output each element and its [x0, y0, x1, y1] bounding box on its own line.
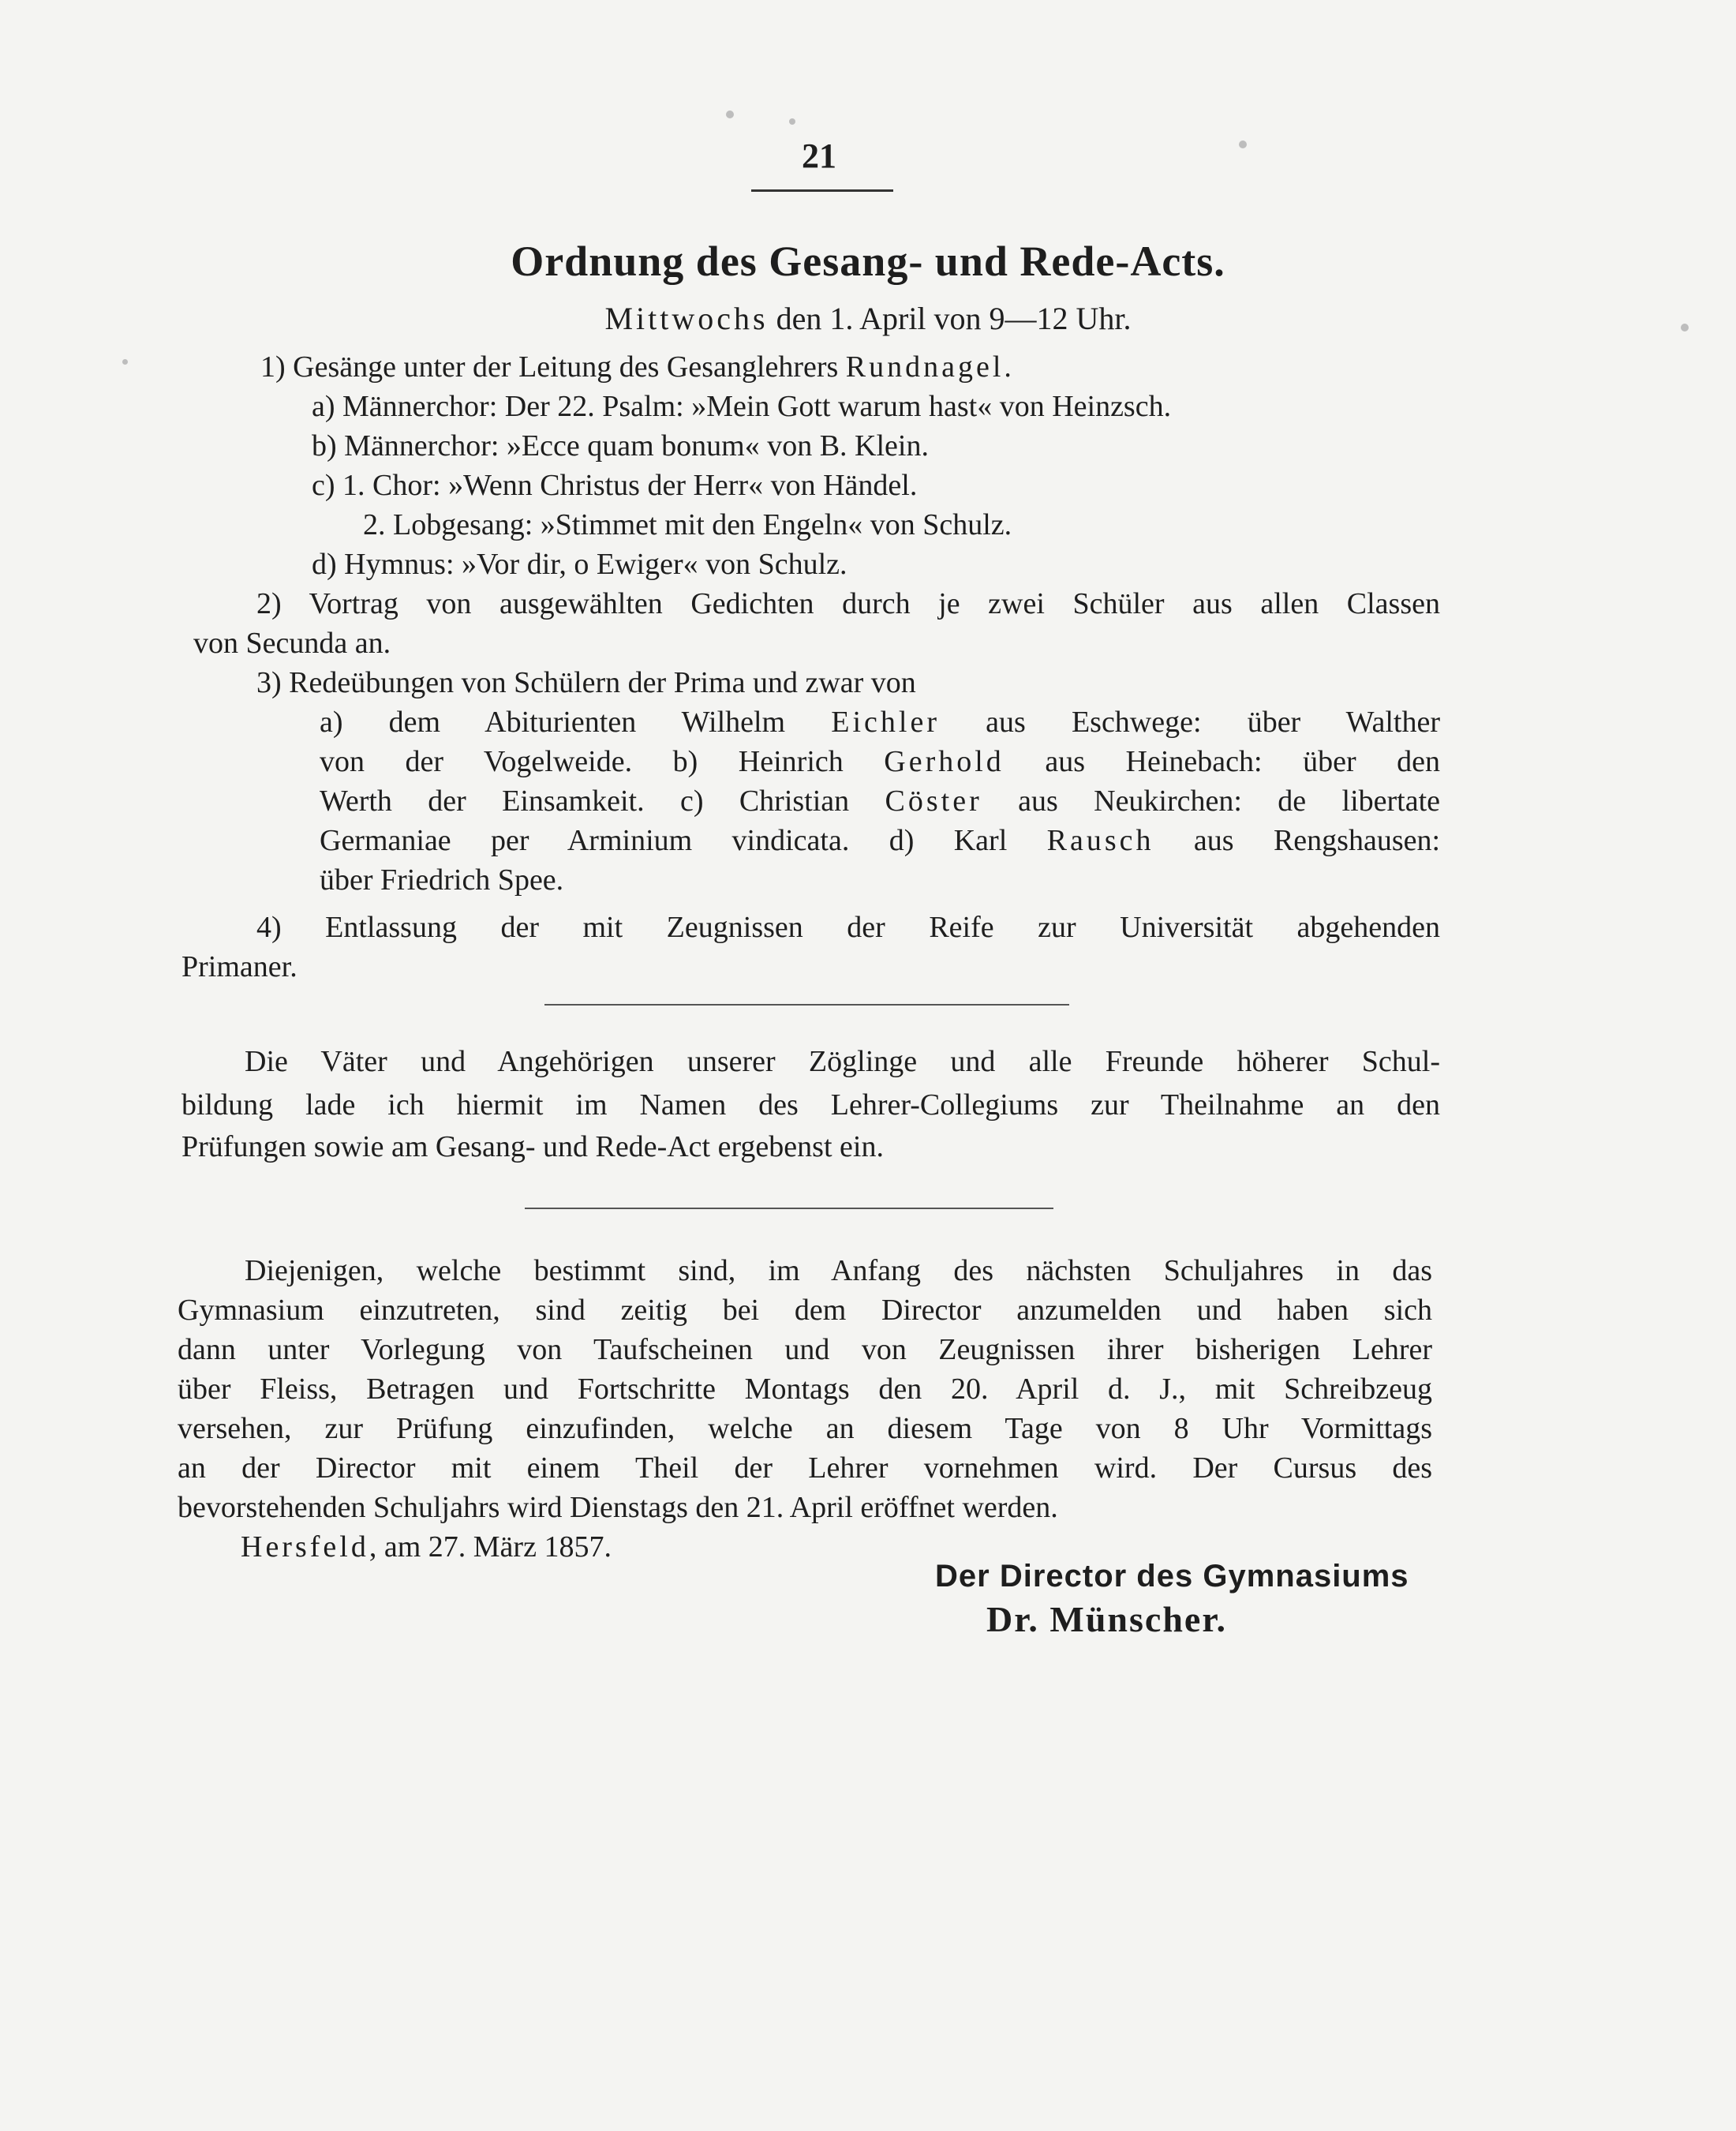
admission-line1: Diejenigen, welche bestimmt sind, im Anfang des nächsten Schuljahres in das	[245, 1254, 1432, 1287]
student-name: Eichler	[831, 706, 940, 739]
program-item-4-line1: 4) Entlassung der mit Zeugnissen der Reife zur Universität abgehenden	[256, 911, 1440, 944]
student-name: Rausch	[1046, 824, 1154, 857]
program-item-1c2: 2. Lobgesang: »Stimmet mit den Engeln« von Schulz.	[363, 508, 1012, 541]
page-number: 21	[802, 137, 836, 175]
student-name: Cöster	[885, 785, 982, 818]
header-rule	[751, 189, 893, 192]
section-divider	[544, 1004, 1069, 1006]
invitation-line1: Die Väter und Angehörigen unserer Zöglinge und alle Freunde höherer Schul-	[245, 1045, 1440, 1078]
invitation-line2: bildung lade ich hiermit im Namen des Lehrer-Collegiums zur Theilnahme an den	[181, 1088, 1440, 1122]
admission-line6: an der Director mit einem Theil der Lehrer vornehmen wird. Der Cursus des	[178, 1451, 1432, 1485]
program-item-3a-line5: über Friedrich Spee.	[320, 863, 564, 897]
teacher-name: Rundnagel	[845, 350, 1005, 384]
program-item-1	[260, 347, 1012, 387]
program-item-1b: b) Männerchor: »Ecce quam bonum« von B. Klein.	[312, 429, 929, 463]
admission-line2: Gymnasium einzutreten, sind zeitig bei dem Director anzumelden und haben sich	[178, 1294, 1432, 1327]
admission-line3: dann unter Vorlegung von Taufscheinen und von Zeugnissen ihrer bisherigen Lehrer	[178, 1333, 1432, 1366]
student-name: Gerhold	[884, 745, 1005, 778]
speech-text: aus Rengshausen:	[1193, 824, 1441, 857]
program-item-1d: d) Hymnus: »Vor dir, o Ewiger« von Schulz.	[312, 548, 847, 581]
admission-line4: über Fleiss, Betragen und Fortschritte Montags den 20. April d. J., mit Schreibzeug	[178, 1373, 1432, 1406]
admission-line7: bevorstehenden Schuljahrs wird Dienstags den 21. April eröffnet werden.	[178, 1491, 1058, 1524]
event-date-line	[0, 300, 1736, 337]
program-item-3a-line2	[320, 742, 1440, 781]
program-item-4-line2: Primaner.	[181, 950, 297, 983]
place-date	[241, 1527, 612, 1567]
program-item-3a-line4	[320, 821, 1440, 860]
speech-text: aus Neukirchen: de libertate	[1018, 785, 1440, 818]
program-item-1-text: 1) Gesänge unter der Leitung des Gesanglehrers	[260, 350, 839, 384]
signature-title: Der Director des Gymnasiums	[935, 1559, 1409, 1594]
scan-speck	[1239, 140, 1247, 148]
speech-text: a) dem Abiturienten Wilhelm	[320, 706, 786, 739]
program-item-1-suffix: .	[1004, 350, 1012, 384]
program-item-2-line1: 2) Vortrag von ausgewählten Gedichten durch je zwei Schüler aus allen Classen	[256, 587, 1440, 620]
program-item-3a-line3	[320, 781, 1440, 821]
speech-text: Germaniae per Arminium vindicata. d) Karl	[320, 824, 1008, 857]
program-item-3a-line1	[320, 702, 1440, 742]
scan-speck	[789, 118, 795, 125]
weekday: Mittwochs	[604, 301, 769, 336]
date: , am 27. März 1857.	[369, 1530, 612, 1564]
program-item-2-line2: von Secunda an.	[193, 627, 391, 660]
speech-text: Werth der Einsamkeit. c) Christian	[320, 785, 850, 818]
speech-text: von der Vogelweide. b) Heinrich	[320, 745, 844, 778]
scan-speck	[726, 110, 734, 118]
speech-text: aus Eschwege: über Walther	[986, 706, 1440, 739]
scan-speck	[122, 359, 128, 365]
place: Hersfeld	[241, 1530, 369, 1564]
program-item-1a: a) Männerchor: Der 22. Psalm: »Mein Gott warum hast« von Heinzsch.	[312, 390, 1172, 423]
invitation-line3: Prüfungen sowie am Gesang- und Rede-Act ergebenst ein.	[181, 1130, 884, 1163]
speech-text: aus Heinebach: über den	[1045, 745, 1440, 778]
program-item-1c1: c) 1. Chor: »Wenn Christus der Herr« von Händel.	[312, 469, 918, 502]
program-item-3-line1: 3) Redeübungen von Schülern der Prima und zwar von	[256, 666, 916, 699]
date-time: den 1. April von 9—12 Uhr.	[776, 301, 1132, 336]
signature-name: Dr. Münscher.	[986, 1599, 1228, 1639]
section-divider	[525, 1208, 1053, 1209]
page-title: Ordnung des Gesang- und Rede-Acts.	[511, 238, 1225, 285]
admission-line5: versehen, zur Prüfung einzufinden, welche an diesem Tage von 8 Uhr Vormittags	[178, 1412, 1432, 1445]
